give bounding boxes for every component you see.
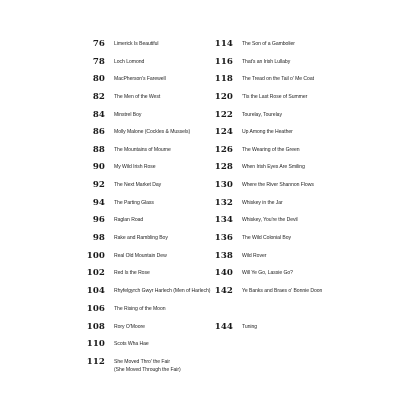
entry-page-number: 112 <box>86 357 105 367</box>
entry-song-title: Wild Rover <box>242 252 267 259</box>
entry-page-number: 124 <box>214 127 233 137</box>
entry-page-number: 88 <box>92 145 105 155</box>
entry-page-number: 106 <box>86 304 105 314</box>
entry-page-number: 84 <box>92 110 105 120</box>
entry-song-subtitle: (She Moved Through the Fair) <box>114 367 181 373</box>
entry-song-title: Scots Wha Hae <box>114 340 149 347</box>
entry-page-number: 132 <box>214 198 233 208</box>
entry-page-number: 122 <box>214 110 233 120</box>
entry-song-title: Minstrel Boy <box>114 111 142 118</box>
entry-song-title: Rhyfelgyrch Gwyr Harlech (Men of Harlech) <box>114 287 211 294</box>
entry-song-title: Will Ye Go, Lassie Go? <box>242 269 293 276</box>
entry-page-number: 140 <box>214 268 233 278</box>
entry-song-title: My Wild Irish Rose <box>114 163 156 170</box>
entry-page-number: 90 <box>92 162 105 172</box>
entry-page-number: 114 <box>214 39 233 49</box>
entry-song-title: The Son of a Gambolier <box>242 40 295 47</box>
entry-song-title: Rory O'Moore <box>114 323 145 330</box>
entry-page-number: 144 <box>214 322 233 332</box>
entry-page-number: 76 <box>92 39 105 49</box>
entry-page-number: 110 <box>86 339 105 349</box>
entry-song-title: Tuning <box>242 323 258 330</box>
entry-page-number: 82 <box>92 92 105 102</box>
entry-song-title: Molly Malone (Cockles & Mussels) <box>114 128 191 135</box>
entry-song-title: Loch Lomond <box>114 58 145 65</box>
entry-song-title: The Rising of the Moon <box>114 305 166 312</box>
entry-song-title: The Parting Glass <box>114 199 154 206</box>
entry-page-number: 128 <box>214 162 233 172</box>
entry-page-number: 126 <box>214 145 233 155</box>
entry-song-title: Red Is the Rose <box>114 269 150 276</box>
entry-page-number: 80 <box>92 74 105 84</box>
entry-song-title: 'Tis the Last Rose of Summer <box>242 93 308 100</box>
entry-song-title: Tourelay, Tourelay <box>242 111 282 118</box>
entry-song-title: Up Among the Heather <box>242 128 293 135</box>
entry-page-number: 96 <box>92 215 105 225</box>
entry-page-number: 142 <box>214 286 233 296</box>
entry-page-number: 134 <box>214 215 233 225</box>
entry-page-number: 78 <box>92 57 105 67</box>
entry-song-title: The Mountains of Mourne <box>114 146 171 153</box>
entry-song-title: She Moved Thro' the Fair <box>114 358 170 365</box>
entry-page-number: 136 <box>214 233 233 243</box>
entry-song-title: The Wild Colonial Boy <box>242 234 292 241</box>
entry-page-number: 130 <box>214 180 233 190</box>
entry-song-title: Limerick Is Beautiful <box>114 40 159 47</box>
entry-page-number: 120 <box>214 92 233 102</box>
entry-song-title: Whiskey in the Jar <box>242 199 283 206</box>
entry-page-number: 98 <box>92 233 105 243</box>
entry-song-title: Whiskey, You're the Devil <box>242 216 298 223</box>
entry-song-title: Raglan Road <box>114 216 144 223</box>
entry-song-title: The Tread on the Tail o' Me Coat <box>242 75 314 82</box>
entry-song-title: The Next Market Day <box>114 181 162 188</box>
entry-page-number: 92 <box>92 180 105 190</box>
entry-page-number: 102 <box>86 268 105 278</box>
entry-song-title: Where the River Shannon Flows <box>242 181 314 188</box>
entry-song-title: MacPherson's Farewell <box>114 75 166 82</box>
entry-page-number: 116 <box>214 57 233 67</box>
entry-song-title: When Irish Eyes Are Smiling <box>242 163 305 170</box>
entry-page-number: 86 <box>92 127 105 137</box>
entry-song-title: Real Old Mountain Dew <box>114 252 167 259</box>
entry-page-number: 138 <box>214 251 233 261</box>
entry-page-number: 104 <box>86 286 105 296</box>
entry-page-number: 118 <box>214 74 233 84</box>
entry-song-title: The Wearing of the Green <box>242 146 300 153</box>
entry-page-number: 108 <box>86 322 105 332</box>
entry-page-number: 94 <box>92 198 105 208</box>
entry-song-title: Ye Banks and Braes o' Bonnie Doon <box>242 287 323 294</box>
entry-song-title: The Men of the West <box>114 93 161 100</box>
entry-page-number: 100 <box>86 251 105 261</box>
entry-song-title: That's an Irish Lullaby <box>242 58 291 65</box>
entry-song-title: Rake and Rambling Boy <box>114 234 168 241</box>
